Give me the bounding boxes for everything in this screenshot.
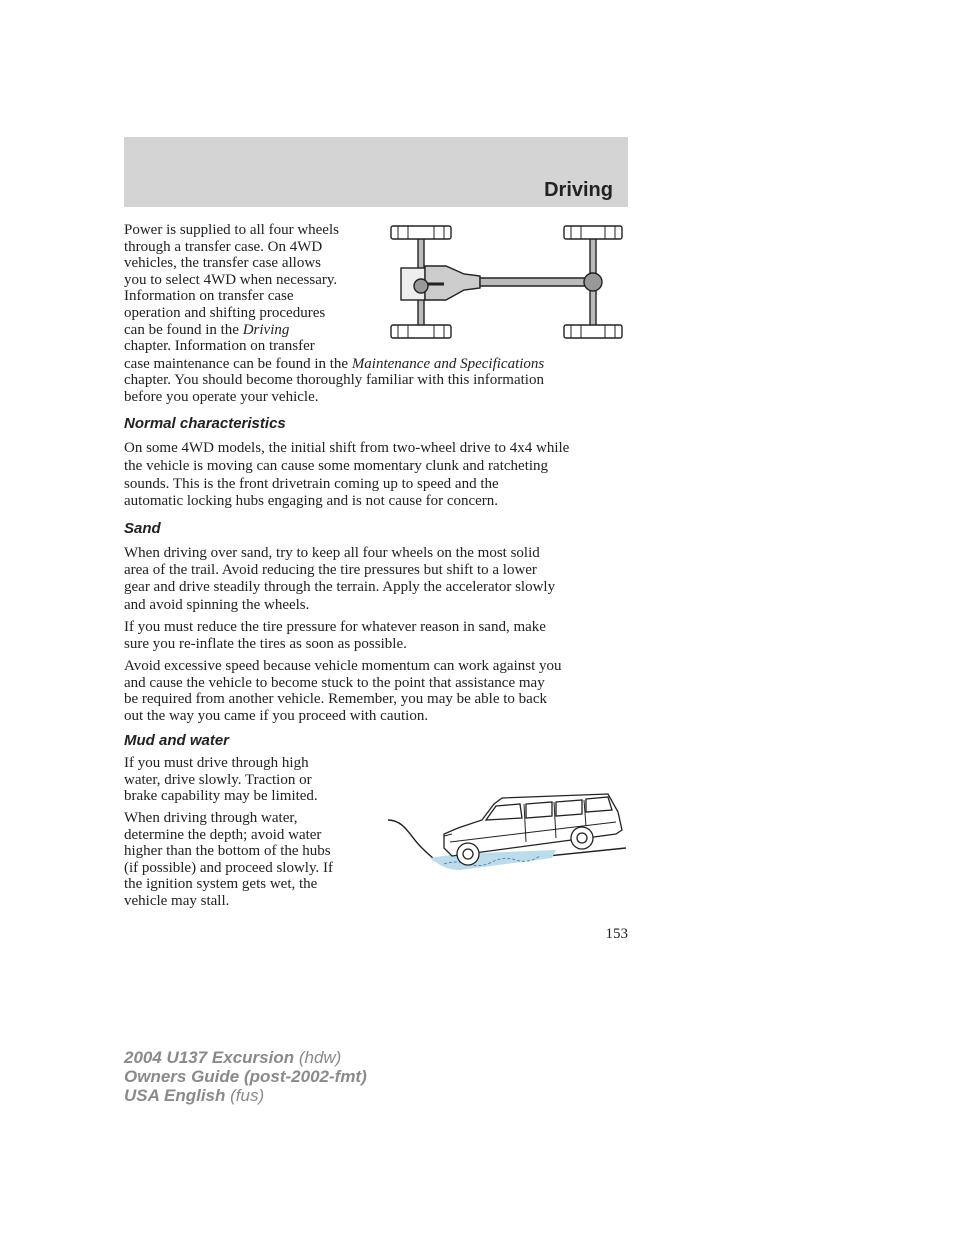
text-line: When driving over sand, try to keep all four wheels on the most solid <box>124 545 540 561</box>
text-line: case maintenance can be found in the Maintenance and Specifications <box>124 355 545 372</box>
4wd-drivetrain-illustration <box>388 222 628 344</box>
text-line: Information on transfer case <box>124 288 294 305</box>
text-line: chapter. You should become thoroughly familiar with this information <box>124 372 544 389</box>
text-line: (if possible) and proceed slowly. If <box>124 859 333 876</box>
text-line: through a transfer case. On 4WD <box>124 238 323 255</box>
text-line: operation and shifting procedures <box>124 304 326 321</box>
text-line: vehicle may stall. <box>124 892 230 909</box>
mud-water-paragraph-1 <box>124 755 374 805</box>
text-line: If you must reduce the tire pressure for whatever reason in sand, make <box>124 619 546 635</box>
text-line: brake capability may be limited. <box>124 788 318 805</box>
text-line: gear and drive steadily through the terrain. Apply the accelerator slowly <box>124 579 556 596</box>
text-line: determine the depth; avoid water <box>124 826 322 843</box>
mud-water-paragraph-2 <box>124 810 374 910</box>
text-line: chapter. Information on transfer <box>124 338 315 355</box>
footer-line: Owners Guide (post-2002-fmt) <box>124 1067 367 1086</box>
normal-characteristics-paragraph <box>124 440 628 511</box>
text-line: sounds. This is the front drivetrain coming up to speed and the <box>124 475 499 492</box>
text-line: water, drive slowly. Traction or <box>124 771 312 788</box>
text-line: the vehicle is moving can cause some momentary clunk and ratcheting <box>124 457 549 474</box>
section-heading-sand: Sand <box>124 520 161 537</box>
page-number: 153 <box>605 926 628 942</box>
chapter-title: Driving <box>544 179 613 201</box>
text-line: can be found in the Driving <box>124 321 290 338</box>
text-line: On some 4WD models, the initial shift from two-wheel drive to 4x4 while <box>124 440 570 456</box>
suv-driving-through-water-illustration <box>386 784 628 876</box>
text-line: area of the trail. Avoid reducing the tire pressures but shift to a lower <box>124 562 537 579</box>
footer-line: USA English (fus) <box>124 1086 265 1105</box>
text-line: sure you re-inflate the tires as soon as possible. <box>124 636 407 652</box>
text-line: Avoid excessive speed because vehicle momentum can work against you <box>124 658 562 674</box>
chapter-reference-maintenance: Maintenance and Specifications <box>351 355 545 372</box>
section-heading-normal-characteristics: Normal characteristics <box>124 415 286 432</box>
document-footer <box>124 1048 367 1105</box>
text-line: If you must drive through high <box>124 755 309 771</box>
text-line: higher than the bottom of the hubs <box>124 843 331 860</box>
text-line: automatic locking hubs engaging and is not cause for concern. <box>124 493 499 510</box>
text-line: When driving through water, <box>124 810 298 826</box>
footer-line: 2004 U137 Excursion (hdw) <box>124 1048 342 1067</box>
sand-paragraph-1 <box>124 545 628 614</box>
text-line: vehicles, the transfer case allows <box>124 255 321 272</box>
section-heading-mud-and-water: Mud and water <box>124 732 230 749</box>
text-line: and cause the vehicle to become stuck to the point that assistance may <box>124 674 545 691</box>
chapter-reference-driving: Driving <box>242 321 290 338</box>
text-line: before you operate your vehicle. <box>124 388 319 405</box>
text-line: you to select 4WD when necessary. <box>124 271 338 288</box>
text-line: Power is supplied to all four wheels <box>124 222 339 238</box>
text-line: out the way you came if you proceed with caution. <box>124 707 429 724</box>
sand-paragraph-2 <box>124 619 628 653</box>
text-line: the ignition system gets wet, the <box>124 876 318 893</box>
text-line: be required from another vehicle. Remember, you may be able to back <box>124 691 547 708</box>
text-line: and avoid spinning the wheels. <box>124 596 310 613</box>
sand-paragraph-3 <box>124 658 628 724</box>
chapter-header-band <box>124 137 628 207</box>
